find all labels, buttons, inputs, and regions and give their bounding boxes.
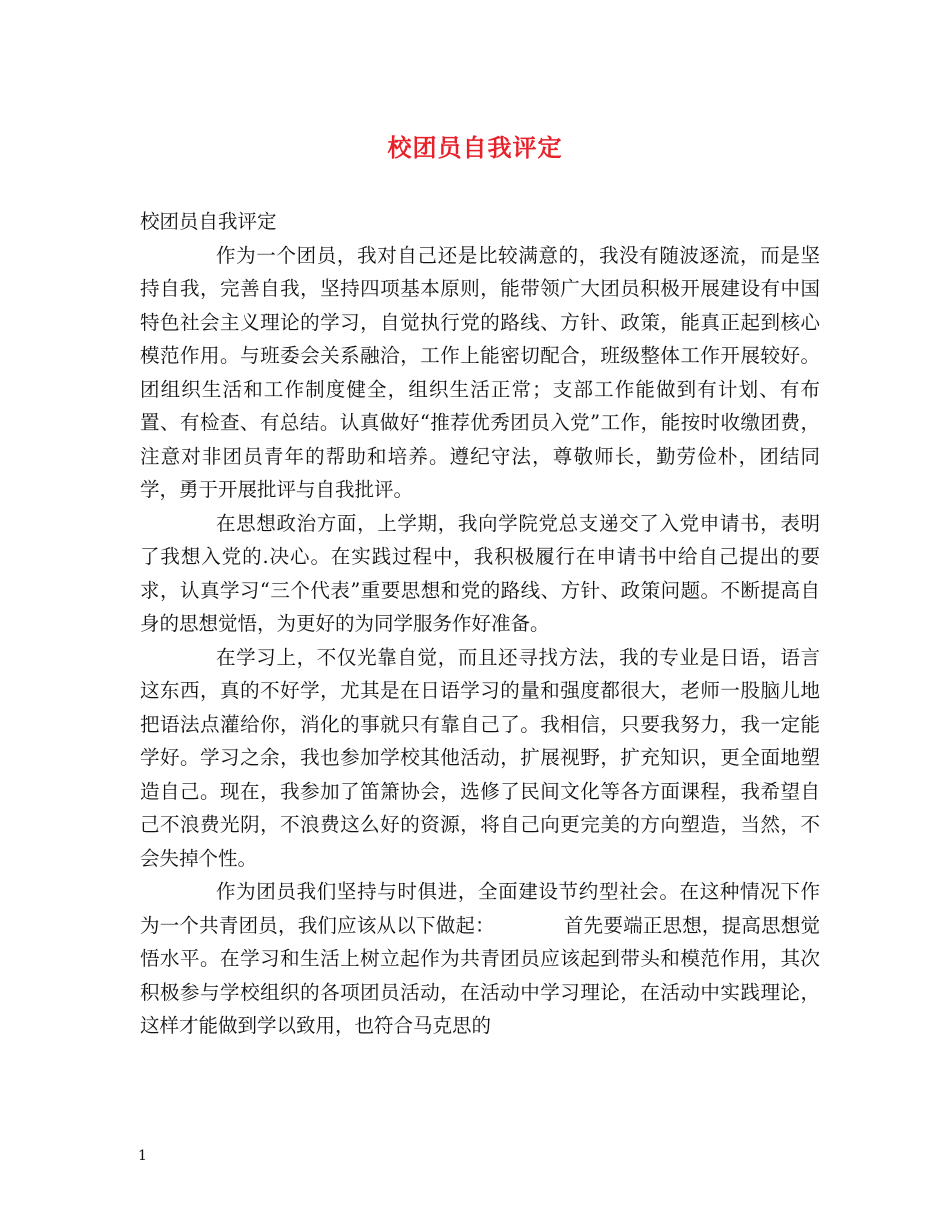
paragraph-3: 在学习上，不仅光靠自觉，而且还寻找方法，我的专业是日语，语言这东西，真的不好学，尤其是在日语学习的量和强度都很大，老师一股脑儿地把语法点灌给你，消化的事就只有靠自己了。我相信，只要我努力，我一定能学好。学习之余，我也参加学校其他活动，扩展视野，扩充知识，更全面地塑造自己。现在，我参加了笛箫协会，选修了民间文化等各方面课程，我希望自己不浪费光阴，不浪费这么好的资源，将自己向更完美的方向塑造，当然，不会失掉个性。 [140, 645, 820, 870]
page-number: 1 [138, 1148, 147, 1164]
document-subtitle: 校团员自我评定 [140, 210, 277, 233]
document-body [140, 205, 820, 1043]
document-title: 校团员自我评定 [387, 133, 563, 162]
paragraph-1: 作为一个团员，我对自己还是比较满意的，我没有随波逐流，而是坚持自我，完善自我，坚持四项基本原则，能带领广大团员积极开展建设有中国特色社会主义理论的学习，自觉执行党的路线、方针、政策，能真正起到核心模范作用。与班委会关系融洽，工作上能密切配合，班级整体工作开展较好。团组织生活和工作制度健全，组织生活正常；支部工作能做到有计划、有布置、有检查、有总结。认真做好“推荐优秀团员入党”工作，能按时收缴团费，注意对非团员青年的帮助和培养。遵纪守法，尊敬师长，勤劳俭朴，团结同学，勇于开展批评与自我批评。 [140, 243, 820, 501]
paragraph-4: 作为团员我们坚持与时俱进，全面建设节约型社会。在这种情况下作为一个共青团员，我们应该从以下做起： 首先要端正思想，提高思想觉悟水平。在学习和生活上树立起作为共青团员应该起到带头和模范作用，其次积极参与学校组织的各项团员活动，在活动中学习理论，在活动中实践理论，这样才能做到学以致用，也符合马克思的 [140, 880, 820, 1037]
paragraph-2: 在思想政治方面，上学期，我向学院党总支递交了入党申请书，表明了我想入党的.决心。在实践过程中，我积极履行在申请书中给自己提出的要求，认真学习“三个代表”重要思想和党的路线、方针、政策问题。不断提高自身的思想觉悟，为更好的为同学服务作好准备。 [140, 511, 820, 635]
